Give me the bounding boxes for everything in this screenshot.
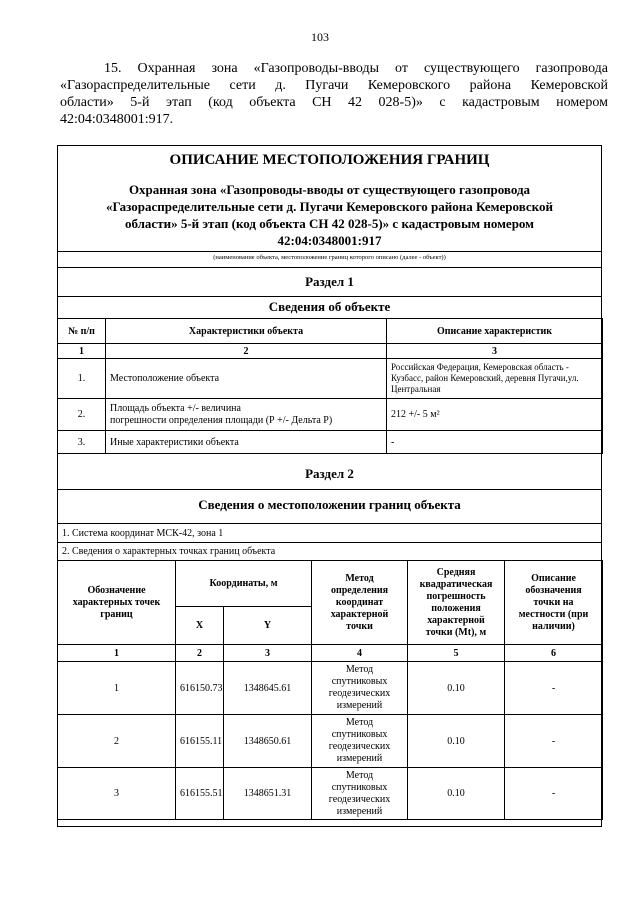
characteristic-description <box>387 359 603 399</box>
object-caption: (наименование объекта, местоположение границ которого описано (далее - объект)) <box>213 254 446 261</box>
table-row <box>58 662 603 715</box>
section2-title: Раздел 2 <box>305 466 354 481</box>
point-y: 1348645.61 <box>224 662 312 715</box>
characteristic-name <box>106 399 387 431</box>
table-header: № п/п <box>58 319 106 344</box>
column-number: 5 <box>408 645 505 662</box>
object-name-line: «Газораспределительные сети д. Пугачи Кемеровского района Кемеровской <box>106 199 553 214</box>
characteristic-name: Иные характеристики объекта <box>106 431 387 454</box>
method-line: измерений <box>336 700 383 711</box>
characteristic-description: 212 +/- 5 м² <box>387 399 603 431</box>
coordinate-system: 1. Система координат МСК-42, зона 1 <box>62 528 224 539</box>
header-line: точки <box>346 620 373 632</box>
point-x: 616150.73 <box>176 662 224 715</box>
method-line: спутниковых <box>331 676 388 687</box>
row-number: 3. <box>58 431 106 454</box>
header-line: местности (при <box>518 608 589 620</box>
table-row <box>58 431 603 454</box>
method-line: измерений <box>336 753 383 764</box>
point-description: - <box>505 715 603 768</box>
name-line: погрешности определения площади (Р +/- Дельта Р) <box>110 414 333 426</box>
intro-line: области» 5-й этап (код объекта СН 42 028-5)» с кадастровым номером <box>60 95 608 110</box>
point-accuracy: 0.10 <box>408 662 505 715</box>
header-line: Метод <box>345 572 374 584</box>
header-line: характерных точек <box>72 596 161 608</box>
form-title: ОПИСАНИЕ МЕСТОПОЛОЖЕНИЯ ГРАНИЦ <box>169 152 490 168</box>
point-description: - <box>505 662 603 715</box>
header-line: обозначения <box>525 584 582 596</box>
point-id: 3 <box>58 768 176 820</box>
header-line: границ <box>100 608 133 620</box>
point-method <box>312 768 408 820</box>
point-id: 1 <box>58 662 176 715</box>
table-row <box>58 399 603 431</box>
header-line: определения <box>330 584 389 596</box>
table-header: Описание характеристик <box>387 319 603 344</box>
table-row <box>58 715 603 768</box>
boundary-points-table <box>57 560 603 820</box>
column-number: 1 <box>58 344 106 359</box>
intro-line: «Газораспределительные сети д. Пугачи Кемеровского района Кемеровской <box>60 78 608 93</box>
points-caption: 2. Сведения о характерных точках границ объекта <box>62 546 276 557</box>
column-number: 2 <box>176 645 224 662</box>
header-line: характерной <box>330 608 389 620</box>
point-description: - <box>505 768 603 820</box>
method-header <box>312 561 408 645</box>
object-name-line: 42:04:0348001:917 <box>277 233 382 248</box>
page-number: 103 <box>311 30 329 44</box>
section1-title: Раздел 1 <box>305 274 354 289</box>
header-line: квадратическая <box>419 578 493 590</box>
point-method <box>312 715 408 768</box>
column-number: 2 <box>106 344 387 359</box>
accuracy-header <box>408 561 505 645</box>
designation-header <box>58 561 176 645</box>
header-line: положения <box>431 602 481 614</box>
point-x: 616155.11 <box>176 715 224 768</box>
header-line: Описание <box>531 572 576 584</box>
section1-subtitle: Сведения об объекте <box>268 299 391 314</box>
intro-line: 15. Охранная зона «Газопроводы-вводы от существующего газопровода <box>104 61 608 76</box>
method-line: Метод <box>345 717 374 728</box>
column-number: 3 <box>224 645 312 662</box>
section2-subtitle: Сведения о местоположении границ объекта <box>198 497 461 512</box>
row-number: 1. <box>58 359 106 399</box>
header-line: Средняя <box>436 566 476 578</box>
y-header: Y <box>224 607 312 645</box>
description-line: Кузбасс, район Кемеровский, деревня Пугачи,ул. <box>391 373 579 383</box>
point-id: 2 <box>58 715 176 768</box>
method-line: Метод <box>345 769 374 781</box>
characteristic-description: - <box>387 431 603 454</box>
column-number: 6 <box>505 645 603 662</box>
point-accuracy: 0.10 <box>408 768 505 820</box>
method-line: спутниковых <box>331 781 388 793</box>
description-line: Центральная <box>391 384 441 394</box>
table-header: Характеристики объекта <box>106 319 387 344</box>
header-line: погрешность <box>426 590 486 602</box>
point-x: 616155.51 <box>176 768 224 820</box>
method-line: измерений <box>336 805 383 817</box>
method-line: спутниковых <box>331 729 388 740</box>
row-number: 2. <box>58 399 106 431</box>
method-line: Метод <box>345 664 374 675</box>
characteristic-name: Местоположение объекта <box>106 359 387 399</box>
point-y: 1348650.61 <box>224 715 312 768</box>
header-line: точки (Mt), м <box>425 626 487 638</box>
header-line: характерной <box>427 614 485 626</box>
column-number: 4 <box>312 645 408 662</box>
table-row <box>58 359 603 399</box>
description-line: Российская Федерация, Кемеровская область - <box>391 362 569 372</box>
header-line: координат <box>335 596 384 608</box>
method-line: геодезических <box>328 741 391 752</box>
x-header: X <box>176 607 224 645</box>
point-accuracy: 0.10 <box>408 715 505 768</box>
coordinates-header: Координаты, м <box>176 561 312 607</box>
point-y: 1348651.31 <box>224 768 312 820</box>
point-method <box>312 662 408 715</box>
object-name <box>64 181 595 249</box>
object-info-table <box>57 318 603 454</box>
method-line: геодезических <box>328 688 391 699</box>
header-line: Обозначение <box>87 584 146 596</box>
column-number: 3 <box>387 344 603 359</box>
boundary-description-form <box>57 145 602 827</box>
object-name-line: области» 5-й этап (код объекта СН 42 028-5)» с кадастровым номером <box>124 216 535 231</box>
object-name-line: Охранная зона «Газопроводы-вводы от существующего газопровода <box>128 182 531 197</box>
intro-line: 42:04:0348001:917. <box>60 112 174 127</box>
method-line: геодезических <box>328 793 391 805</box>
name-line: Площадь объекта +/- величина <box>110 402 241 414</box>
point-description-header <box>505 561 603 645</box>
table-row <box>58 768 603 820</box>
header-line: точки на <box>533 596 574 608</box>
header-line: наличии) <box>532 620 575 632</box>
column-number: 1 <box>58 645 176 662</box>
